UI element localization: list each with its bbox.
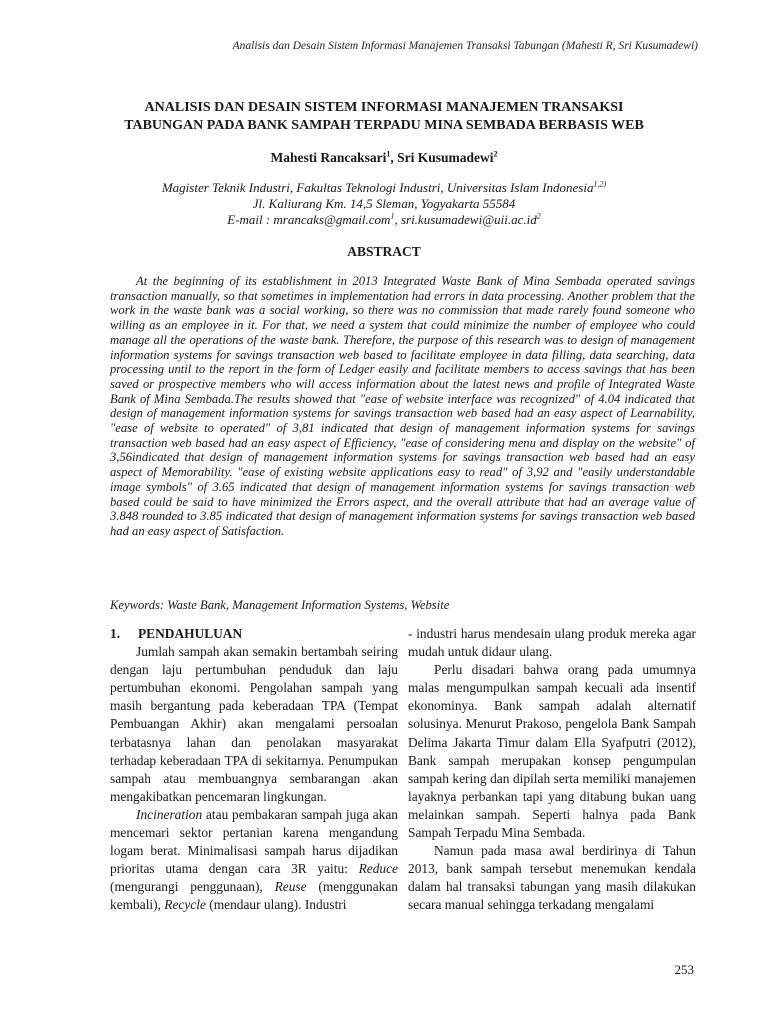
affiliation-address: Jl. Kaliurang Km. 14,5 Sleman, Yogyakarta 55584: [252, 196, 516, 211]
abstract-body: At the beginning of its establishment in 2013 Integrated Waste Bank of Mina Sembada operated savings transaction manually, so that sometimes in implementation had errors in data processing. Another problem that the work in the waste bank was a social working, so there was no commission that made rarely found someone who willing as an employee in it. For that, we need a system that could minimize the number of employee who could manage all the operations of the waste bank. Therefore, the purpose of this research was to design of management information systems for savings transaction web based to facilitate employee in data filling, data searching, data processing until to the report in the form of Ledger easily and facilitate members to access savings that has been saved or prospective members who will access information about the latest news and profile of Integrated Waste Bank of Mina Sembada.The results showed that "ease of website interface was recognized" of 4.04 indicated that design of management information systems for savings transaction web based had an easy aspect of Learnability, "ease of website to operated" of 3,81 indicated that design of management information systems for savings transaction web based had an easy aspect of Efficiency, "ease of considering menu and display on the website" of 3,56indicated that design of management information systems for savings transaction web based had an easy aspect of Memorability. "ease of existing website applications easy to read" of 3,92 and "easily understandable image symbols" of 3.65 indicated that design of management information systems for savings transaction web based could be said to have minimized the Errors aspect, and the overall attribute that had an average value of 3.848 rounded to 3.85 indicated that design of management information systems for savings transaction web based had an easy aspect of Satisfaction.: [110, 274, 695, 538]
author-affiliation-mark: 1: [386, 149, 391, 159]
keywords: Keywords: Waste Bank, Management Information Systems, Website: [110, 598, 450, 612]
page-number: 253: [674, 962, 694, 977]
body-column-left: [110, 625, 398, 915]
body-paragraph: Incineration atau pembakaran sampah juga akan mencemari sektor pertanian karena mengandung logam berat. Minimalisasi sampah harus dijadikan prioritas utama dengan cara 3R yaitu: Reduce (mengurangi penggunaan), Reuse (menggunakan kembali), Recycle (mendaur ulang). Industri: [110, 806, 399, 913]
running-head: Analisis dan Desain Sistem Informasi Manajemen Transaksi Tabungan (Mahesti R, Sri Kusumadewi): [232, 40, 698, 52]
affiliation-institution: Magister Teknik Industri, Fakultas Teknologi Industri, Universitas Islam Indonesia$^{1,2)}$: [161, 179, 607, 195]
affiliation-mark: 1,2): [593, 179, 607, 189]
author-list: Mahesti Rancaksari$^1$, Sri Kusumadewi$^2$: [270, 149, 498, 165]
author-name: Mahesti Rancaksari: [270, 150, 387, 165]
section-title: PENDAHULUAN: [138, 626, 243, 641]
body-paragraph: - industri harus mendesain ulang produk mereka agar mudah untuk didaur ulang.: [408, 626, 696, 660]
author-name: Sri Kusumadewi: [397, 150, 494, 165]
title-line-2: TABUNGAN PADA BANK SAMPAH TERPADU MINA SEMBADA BERBASIS WEB: [124, 118, 644, 133]
author-affiliation-mark: 2: [493, 149, 498, 159]
body-paragraph: Namun pada masa awal berdirinya di Tahun 2013, bank sampah tersebut menemukan kendala dalam hal transaksi tabungan yang masih dilakukan secara manual sehingga terkadang mengalami: [408, 843, 696, 913]
section-number: 1.: [110, 626, 121, 641]
body-column-right: [408, 625, 696, 915]
body-paragraph: Jumlah sampah akan semakin bertambah seiring dengan laju pertumbuhan penduduk dan laju pertumbuhan ekonomi. Pengolahan sampah yang masih bergantung pada keberadaan TPA (Tempat Pembuangan Akhir) akan mengalami persoalan terbatasnya lahan dan penolakan masyarakat terhadap keberadaan TPA di sekitarnya. Penumpukan sampah atau membuangnya sembarangan akan mengakibatkan pencemaran lingkungan.: [110, 644, 398, 804]
affiliation-emails: E-mail : mrancaks@gmail.com$^1$, $sri.kusumadewi@uii.ac.id^2$: [227, 211, 541, 227]
section-heading: [110, 625, 398, 643]
affiliation-block: [0, 180, 768, 228]
paper-title: [0, 99, 768, 135]
abstract-heading: ABSTRACT: [347, 244, 421, 259]
title-line-1: ANALISIS DAN DESAIN SISTEM INFORMASI MANAJEMEN TRANSAKSI: [144, 100, 624, 115]
body-paragraph: Perlu disadari bahwa orang pada umumnya malas mengumpulkan sampah kecuali ada insentif ekonominya. Bank sampah adalah alternatif solusinya. Menurut Prakoso, pengelola Bank Sampah Delima Jakarta Timur dalam Ella Syafputri (2012), Bank sampah merupakan konsep pengumpulan sampah kering dan dipilah serta memiliki manajemen layaknya perbankan tapi yang ditabung bukan uang melainkan sampah. Seperti halnya pada Bank Sampah Terpadu Mina Sembada.: [408, 662, 696, 841]
